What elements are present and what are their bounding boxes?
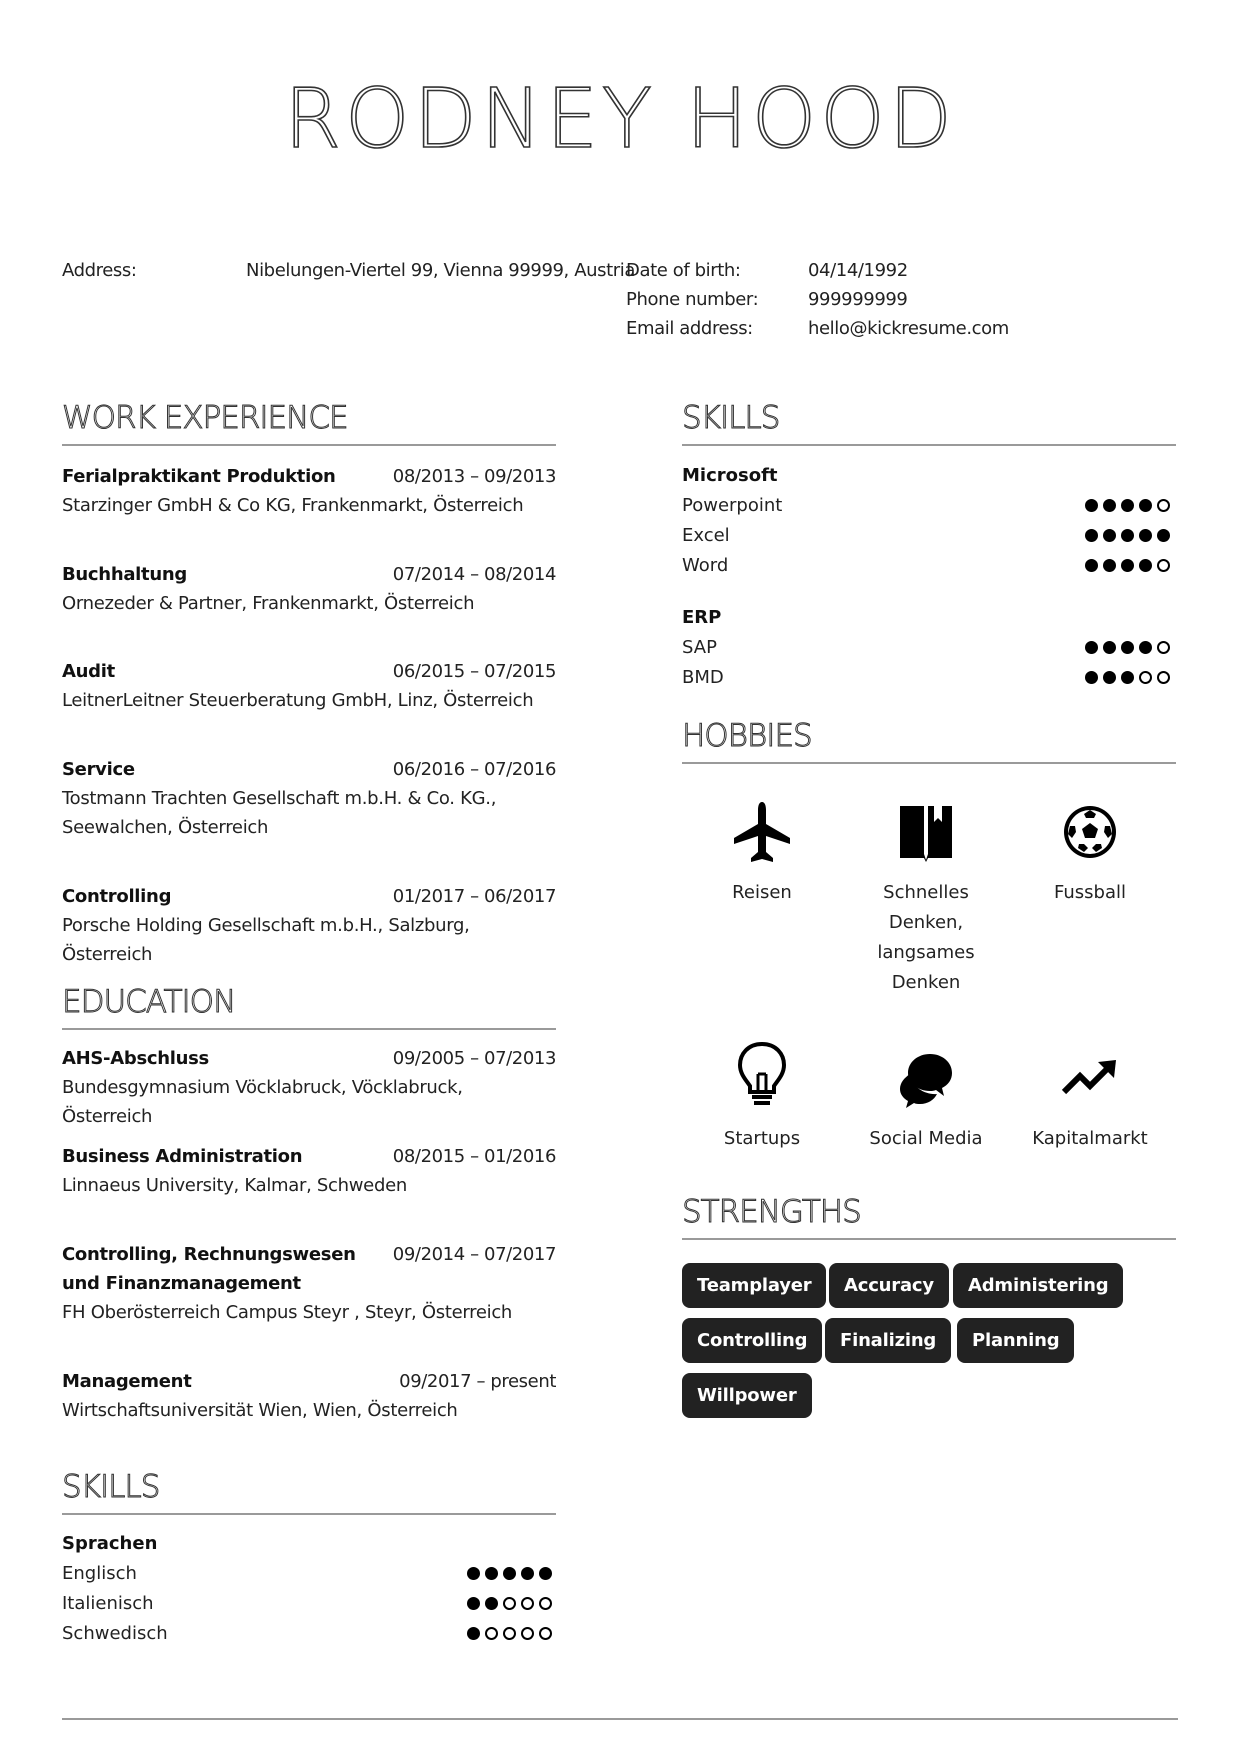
footer-divider: [62, 1718, 1178, 1720]
hobby-label: Startups: [723, 1128, 801, 1149]
education-school: FH Oberösterreich Campus Steyr , Steyr, Österreich: [62, 1302, 513, 1323]
education-title: Controlling, Rechnungswesen: [62, 1244, 356, 1265]
rating-dot-empty: [503, 1597, 516, 1610]
work-company: Ornezeder & Partner, Frankenmarkt, Österreich: [62, 593, 475, 614]
rating-dots: [1085, 559, 1170, 572]
strength-chip: Teamplayer: [682, 1263, 826, 1308]
rating-dot-filled: [1085, 499, 1098, 512]
skill-label: Powerpoint: [682, 495, 783, 516]
section-divider: [62, 1028, 556, 1030]
rating-dots: [467, 1627, 552, 1640]
dob-label: Date of birth:: [626, 260, 741, 281]
rating-dot-empty: [485, 1627, 498, 1640]
rating-dot-filled: [1121, 559, 1134, 572]
strength-chip: Willpower: [682, 1373, 812, 1418]
skill-label: BMD: [682, 667, 724, 688]
hobby-item: [687, 1040, 837, 1154]
email-label: Email address:: [626, 318, 753, 339]
strength-chip: Controlling: [682, 1318, 822, 1363]
work-entry: [62, 755, 556, 842]
skill-row: [682, 521, 1170, 551]
rating-dot-filled: [1121, 529, 1134, 542]
section-divider: [682, 762, 1176, 764]
rating-dots: [1085, 641, 1170, 654]
strength-chip: Planning: [957, 1318, 1074, 1363]
trend-up-icon: [1060, 1048, 1120, 1110]
rating-dot-empty: [1157, 499, 1170, 512]
work-title: Audit: [62, 661, 115, 682]
work-company: Porsche Holding Gesellschaft m.b.H., Salzburg, Österreich: [62, 915, 470, 965]
airplane-icon: [732, 800, 792, 864]
work-company-line2: Seewalchen, Österreich: [62, 817, 269, 838]
rating-dots: [1085, 499, 1170, 512]
hobby-item: [851, 800, 1001, 998]
strength-chip: Administering: [953, 1263, 1123, 1308]
rating-dot-empty: [539, 1597, 552, 1610]
rating-dot-empty: [1139, 671, 1152, 684]
skill-group-erp: [682, 603, 1170, 693]
education-title: AHS-Abschluss: [62, 1048, 209, 1069]
hobby-item: [1015, 1048, 1165, 1154]
rating-dot-empty: [521, 1627, 534, 1640]
rating-dot-filled: [467, 1597, 480, 1610]
rating-dot-filled: [467, 1627, 480, 1640]
work-date: 01/2017 – 06/2017: [392, 886, 556, 907]
hobby-label: Social Media: [869, 1128, 983, 1149]
work-date: 07/2014 – 08/2014: [392, 564, 556, 585]
rating-dot-filled: [1085, 641, 1098, 654]
rating-dot-filled: [1103, 671, 1116, 684]
hobby-label: Kapitalmarkt: [1032, 1128, 1148, 1149]
section-divider: [682, 444, 1176, 446]
book-icon: [896, 800, 956, 864]
education-entry: [62, 1367, 556, 1425]
hobby-label: Fussball: [1054, 882, 1126, 903]
rating-dot-filled: [1085, 529, 1098, 542]
skills-right-heading: SKILLS: [682, 400, 780, 436]
strength-chip: Finalizing: [825, 1318, 951, 1363]
skill-row: [682, 663, 1170, 693]
rating-dot-filled: [1103, 499, 1116, 512]
lightbulb-icon: [732, 1040, 792, 1110]
rating-dots: [467, 1567, 552, 1580]
work-company: LeitnerLeitner Steuerberatung GmbH, Linz, Österreich: [62, 690, 534, 711]
skill-label: Word: [682, 555, 729, 576]
rating-dot-filled: [1085, 559, 1098, 572]
work-date: 06/2015 – 07/2015: [392, 661, 556, 682]
hobby-label: Reisen: [732, 882, 792, 903]
hobby-label: Schnelles Denken, langsames Denken: [877, 882, 975, 993]
rating-dot-empty: [521, 1597, 534, 1610]
rating-dot-empty: [503, 1627, 516, 1640]
rating-dot-filled: [1085, 671, 1098, 684]
education-school: Bundesgymnasium Vöcklabruck, Vöcklabruck, Österreich: [62, 1077, 463, 1127]
education-date: 09/2014 – 07/2017: [392, 1244, 556, 1265]
strength-chip: Accuracy: [829, 1263, 949, 1308]
rating-dot-empty: [539, 1627, 552, 1640]
education-date: 09/2017 – present: [399, 1371, 556, 1392]
rating-dot-empty: [1157, 641, 1170, 654]
education-school: Wirtschaftsuniversität Wien, Wien, Österreich: [62, 1400, 458, 1421]
hobby-item: [851, 1048, 1001, 1154]
rating-dot-filled: [1139, 559, 1152, 572]
soccer-ball-icon: [1060, 800, 1120, 864]
rating-dot-filled: [1121, 671, 1134, 684]
work-date: 06/2016 – 07/2016: [392, 759, 556, 780]
work-company: Starzinger GmbH & Co KG, Frankenmarkt, Österreich: [62, 495, 524, 516]
chat-bubbles-icon: [896, 1048, 956, 1110]
skill-row: [682, 633, 1170, 663]
skill-group-title: ERP: [682, 607, 722, 628]
strengths-heading: STRENGTHS: [682, 1194, 861, 1230]
skill-label: SAP: [682, 637, 717, 658]
rating-dot-filled: [1139, 641, 1152, 654]
email-value[interactable]: hello@kickresume.com: [808, 318, 1009, 339]
skill-label: Excel: [682, 525, 730, 546]
section-divider: [62, 1513, 556, 1515]
rating-dots: [467, 1597, 552, 1610]
education-entry: [62, 1142, 556, 1200]
rating-dot-filled: [485, 1567, 498, 1580]
rating-dot-filled: [1121, 499, 1134, 512]
skill-row: [62, 1559, 552, 1589]
phone-label: Phone number:: [626, 289, 759, 310]
skill-row: [682, 551, 1170, 581]
candidate-name: RODNEY HOOD: [284, 72, 956, 167]
rating-dot-empty: [1157, 671, 1170, 684]
dob-value: 04/14/1992: [808, 260, 908, 281]
work-title: Ferialpraktikant Produktion: [62, 466, 336, 487]
education-date: 09/2005 – 07/2013: [392, 1048, 556, 1069]
education-date: 08/2015 – 01/2016: [392, 1146, 556, 1167]
address-value: Nibelungen-Viertel 99, Vienna 99999, Austria: [246, 260, 635, 281]
skill-label: Italienisch: [62, 1593, 154, 1614]
section-divider: [682, 1238, 1176, 1240]
hobby-item: [687, 800, 837, 908]
rating-dot-filled: [485, 1597, 498, 1610]
work-entry: [62, 462, 556, 520]
rating-dot-filled: [1121, 641, 1134, 654]
skill-group-title: Sprachen: [62, 1533, 158, 1554]
skill-row: [62, 1589, 552, 1619]
skill-group-title: Microsoft: [682, 465, 778, 486]
hobbies-heading: HOBBIES: [682, 718, 812, 754]
work-entry: [62, 560, 556, 618]
section-divider: [62, 444, 556, 446]
education-title-line2: und Finanzmanagement: [62, 1273, 301, 1294]
rating-dot-filled: [467, 1567, 480, 1580]
skill-row: [62, 1619, 552, 1649]
rating-dot-filled: [1139, 499, 1152, 512]
skill-label: Englisch: [62, 1563, 137, 1584]
work-entry: [62, 657, 556, 715]
rating-dot-filled: [539, 1567, 552, 1580]
rating-dot-filled: [1103, 529, 1116, 542]
skill-label: Schwedisch: [62, 1623, 168, 1644]
rating-dot-empty: [1157, 559, 1170, 572]
address-label: Address:: [62, 260, 137, 281]
skills-left-heading: SKILLS: [62, 1469, 160, 1505]
education-entry: [62, 1240, 556, 1327]
work-title: Buchhaltung: [62, 564, 187, 585]
education-entry: [62, 1044, 556, 1131]
skill-group-microsoft: [682, 461, 1170, 581]
rating-dot-filled: [1103, 641, 1116, 654]
skill-row: [682, 491, 1170, 521]
rating-dots: [1085, 671, 1170, 684]
education-title: Business Administration: [62, 1146, 303, 1167]
hobby-item: [1015, 800, 1165, 908]
rating-dot-filled: [1103, 559, 1116, 572]
work-entry: [62, 882, 556, 969]
education-school: Linnaeus University, Kalmar, Schweden: [62, 1175, 407, 1196]
education-heading: EDUCATION: [62, 984, 236, 1020]
rating-dot-filled: [1157, 529, 1170, 542]
rating-dot-filled: [503, 1567, 516, 1580]
work-company: Tostmann Trachten Gesellschaft m.b.H. & Co. KG.,: [62, 788, 497, 809]
work-date: 08/2013 – 09/2013: [392, 466, 556, 487]
work-title: Controlling: [62, 886, 172, 907]
work-experience-heading: WORK EXPERIENCE: [62, 400, 348, 436]
work-title: Service: [62, 759, 135, 780]
skill-group-languages: [62, 1529, 552, 1649]
rating-dots: [1085, 529, 1170, 542]
education-title: Management: [62, 1371, 192, 1392]
rating-dot-filled: [521, 1567, 534, 1580]
rating-dot-filled: [1139, 529, 1152, 542]
phone-value: 999999999: [808, 289, 908, 310]
